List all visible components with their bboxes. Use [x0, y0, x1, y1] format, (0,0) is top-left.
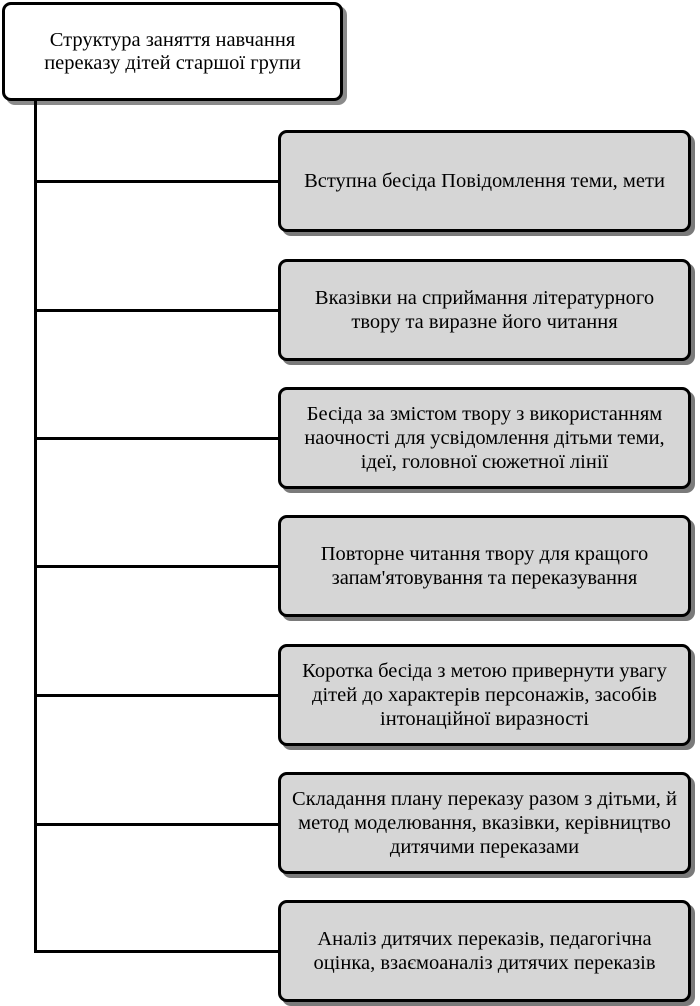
step-node-1	[278, 130, 691, 232]
step-label-2: Вказівки на сприймання літературного твору та виразне його читання	[314, 287, 655, 333]
step-node-4	[278, 515, 691, 617]
branch-connector-7	[34, 950, 280, 953]
step-label-1: Вступна бесіда Повідомлення теми, мети	[304, 170, 665, 192]
step-node-5	[278, 644, 691, 746]
branch-connector-1	[34, 180, 280, 183]
step-node-7	[278, 900, 691, 1002]
step-label-7: Аналіз дитячих переказів, педагогічна оцінка, взаємоаналіз дитячих переказів	[313, 928, 656, 974]
root-title: Структура заняття навчання переказу дітей старшої групи	[44, 28, 301, 74]
step-node-3	[278, 387, 691, 489]
step-node-6	[278, 772, 691, 874]
branch-connector-2	[34, 309, 280, 312]
step-label-5: Коротка бесіда з метою привернути увагу дітей до характерів персонажів, засобів інтонаційної виразності	[302, 660, 667, 730]
step-label-6: Складання плану переказу разом з дітьми, й метод моделювання, вказівки, керівництво дитячими переказами	[292, 788, 677, 858]
branch-connector-5	[34, 694, 280, 697]
step-label-3: Бесіда за змістом твору з використанням наочності для усвідомлення дітьми теми, ідеї, головної сюжетної лінії	[304, 403, 665, 473]
step-label-4: Повторне читання твору для кращого запам'ятовування та переказування	[320, 543, 649, 589]
branch-connector-6	[34, 823, 280, 826]
branch-connector-3	[34, 437, 280, 440]
branch-connector-4	[34, 565, 280, 568]
step-node-2	[278, 259, 691, 361]
root-node	[2, 2, 343, 101]
